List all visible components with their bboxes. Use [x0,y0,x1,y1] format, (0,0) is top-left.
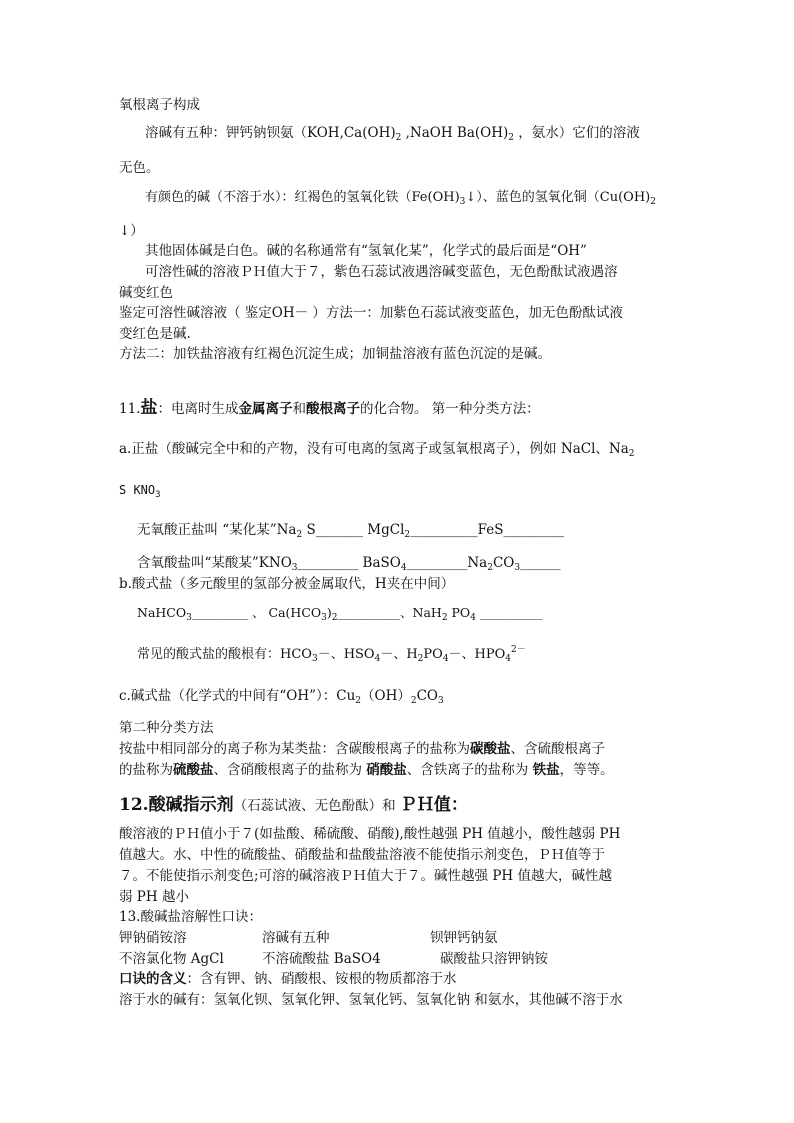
line-09 [119,304,623,322]
line-30b [262,929,330,947]
subscript: 4 [470,613,476,623]
text: 和 [292,401,306,417]
line-31c [440,950,548,968]
text: 溶于水的碱有：氢氧化钡、氢氧化钾、氢氧化钙、氢氧化钠 和氨水，其他碱不溶于水 [119,992,623,1008]
text: c.碱式盐（化学式的中间有“OH”）：Cu [119,688,356,704]
line-22 [119,740,605,758]
subscript: 2 [331,613,338,623]
text: _________ 、 Ca(HCO [191,605,322,620]
text: （OH） [361,688,411,704]
line-19 [137,646,526,664]
text: CO [492,555,515,571]
subscript: 4 [442,654,449,664]
text: 、含硫酸根离子 [510,741,605,757]
subscript: 4 [400,563,407,573]
line-17 [119,575,454,593]
line-14 [119,481,161,499]
text: 溶碱有五种 [262,930,330,946]
section-number: 12. [119,795,149,815]
line-24 [119,793,468,818]
subscript: 3 [291,563,298,573]
line-02 [145,124,640,142]
text: 含氧酸盐叫“某酸某”KNO [137,555,292,571]
text: CO [416,688,438,704]
subscript: 3 [514,563,521,573]
bold-term: 铁盐 [532,762,560,778]
section-heading: 盐 [140,398,158,418]
line-21 [119,719,214,737]
text: _________Na [406,555,488,571]
text: __________、NaH [337,605,442,620]
line-28 [119,888,189,906]
line-03 [119,159,160,177]
subscript: 3 [459,197,466,207]
line-07 [145,263,618,281]
bold-term: 碳酸盐 [470,741,511,757]
text: ，氨水）它们的溶液 [514,125,640,141]
line-12 [119,399,540,418]
text: 、含铁离子的盐称为 [406,762,533,778]
section-heading: ＰＨ值 [399,795,451,815]
subscript: 4 [505,654,512,664]
section-heading: 酸碱指示剂 [148,795,234,815]
subscript: 2 [355,696,362,706]
text: _________ BaSO [297,555,401,571]
subscript: 2 [628,449,635,459]
text: 碳酸盐只溶钾钠铵 [440,951,548,967]
text: 的化合物。 第一种分类方法： [359,401,540,417]
line-33 [119,991,623,1009]
text: ______ [520,555,561,571]
text: 钡钾钙钠氨 [430,930,498,946]
subscript: 3 [311,654,318,664]
subscript: 2 [296,530,303,540]
text: 第二种分类方法 [119,720,214,736]
line-05 [119,222,144,240]
bold-term: 金属离子 [238,401,293,417]
text: 氧根离子构成 [119,97,200,113]
text: 变红色是碱. [119,326,191,342]
text: 碱变红色 [119,285,173,301]
text: ： [450,795,468,815]
bold-term: 酸根离子 [305,401,360,417]
subscript: 2 [441,613,448,623]
subscript: 3 [186,613,192,623]
subscript: 2 [417,654,424,664]
text: 常见的酸式盐的酸根有：HCO [137,647,312,662]
text: 酸溶液的ＰＨ值小于７(如盐酸、稀硫酸、硝酸),酸性越强 PH 值越小，酸性越弱 PH [119,826,621,842]
text: －、H [380,647,418,662]
text: ↓） [119,223,144,239]
subscript: 2 [410,696,417,706]
line-16 [137,554,561,572]
line-13 [119,440,634,458]
line-27 [119,867,612,885]
text: a.正盐（酸碱完全中和的产物，没有可电离的氢离子或氢氧根离子），例如 NaCl、Na [119,441,629,457]
text: b.酸式盐（多元酸里的氢部分被金属取代，H夹在中间） [119,576,455,592]
text: ７。不能使指示剂变色;可溶的碱溶液ＰＨ值大于７。碱性越强 PH 值越大，碱性越 [119,868,612,884]
bold-term: 硝酸盐 [366,762,407,778]
line-06 [145,242,587,260]
text: ↓）、蓝色的氢氧化铜（Cu(OH) [465,190,651,205]
line-25 [119,825,620,843]
text: 有颜色的碱（不溶于水）：红褐色的氢氧化铁（Fe(OH) [145,190,460,205]
text: ：电离时生成 [157,401,239,417]
text: 鉴定可溶性碱溶液（ 鉴定OH－ ）方法一：加紫色石蕊试液变蓝色，加无色酚酞试液 [119,305,623,321]
line-15 [137,521,564,539]
text: 可溶性碱的溶液ＰＨ值大于７，紫色石蕊试液遇溶碱变蓝色，无色酚酞试液遇溶 [145,264,618,280]
text: 按盐中相同部分的离子称为某类盐：含碳酸根离子的盐称为 [119,741,470,757]
text: 无氧酸正盐叫 “某化某”Na [137,522,297,538]
text: __________ [475,605,543,620]
subscript: 4 [374,654,381,664]
subscript: 2 [508,133,514,143]
text: ，等等。 [559,762,614,778]
text: 13.酸碱盐溶解性口诀： [119,909,262,925]
line-29 [119,908,262,926]
line-08 [119,284,173,302]
line-20 [119,687,444,705]
subscript: 2 [395,133,402,143]
line-32 [119,970,457,988]
text: 无色。 [119,160,160,176]
text: 方法二：加铁盐溶液有红褐色沉淀生成；加铜盐溶液有蓝色沉淀的是碱。 [119,346,551,362]
section-number: 11. [119,401,141,417]
text: 溶碱有五种：钾钙钠钡氨（KOH,Ca(OH) [145,125,396,141]
text: S KNO [119,483,156,497]
text: PO [423,647,443,662]
text: 不溶氯化物 AgCl [119,951,224,967]
text: ) [326,605,332,620]
line-30c [430,929,498,947]
line-11 [119,345,551,363]
line-30a [119,929,187,947]
text: 不溶硫酸盐 BaSO4 [262,951,381,967]
subscript: 3 [155,490,161,500]
text: PO [447,605,471,620]
text: 弱 PH 越小 [119,889,189,905]
line-23 [119,761,614,779]
text: 、含硝酸根离子的盐称为 [213,762,367,778]
bold-term: 口诀的含义 [119,971,187,987]
line-18 [137,604,542,622]
text: ：含有钾、钠、硝酸根、铵根的物质都溶于水 [186,971,457,987]
text: 值越大。水、中性的硫酸盐、硝酸盐和盐酸盐溶液不能使指示剂变色，ＰＨ值等于 [119,847,605,863]
subscript: 2 [404,530,411,540]
text: ,NaOH Ba(OH) [401,125,509,141]
text: 的盐称为 [119,762,173,778]
text: －、HSO [317,647,375,662]
text: NaHCO [137,605,187,620]
text: （石蕊试液、无色酚酞）和 [233,798,400,814]
line-31a [119,950,224,968]
superscript: 2－ [511,645,526,655]
line-04 [145,189,656,207]
subscript: 2 [487,563,493,573]
subscript: 3 [321,613,327,623]
text: －、HPO [448,647,506,662]
line-31b [262,950,381,968]
line-10 [119,325,191,343]
bold-term: 硫酸盐 [173,762,214,778]
line-26 [119,846,605,864]
text: S_______ MgCl [302,522,405,538]
line-01 [119,96,200,114]
subscript: 3 [438,696,444,706]
subscript: 2 [650,197,656,207]
text: 其他固体碱是白色。碱的名称通常有“氢氧化某”，化学式的最后面是“OH” [145,243,587,259]
text: __________FeS_________ [410,522,565,538]
text: 钾钠硝铵溶 [119,930,187,946]
